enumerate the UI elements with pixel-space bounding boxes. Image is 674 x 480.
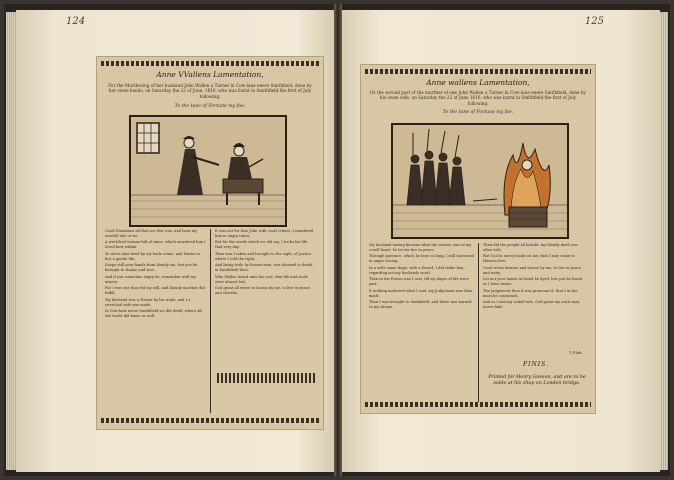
verse: Then was I taken and brought to the sight, of Justice where I told the right,	[215, 251, 312, 261]
verse: My husband having knowne what the reason, was of my cruell heart, he let me live in peace,	[369, 243, 472, 252]
finis: FINIS.	[523, 361, 549, 368]
right-tune: To the tune of Fortune my foe.	[442, 110, 514, 115]
woodcut-illustration-left	[131, 117, 285, 225]
left-broadside	[96, 56, 324, 430]
top-ornament-border	[365, 69, 591, 74]
verse: Who Wallen heard unto his cost, that life and soule were almost lost,	[215, 274, 308, 284]
verse: But God in mercy looke on me, that I may come to Heaven free.	[483, 254, 575, 264]
verse: In Cow-lane neere Smithfield we did dwell, where all the world did know us well.	[105, 309, 202, 319]
verse: Let not your hands in bloud be dyed, lest you be burnt as I have beene.	[483, 277, 583, 287]
bottom-ornament-border	[101, 418, 319, 423]
signature: T. Platt.	[569, 351, 583, 355]
column-rule	[478, 243, 479, 403]
verse: It nothing mattered what I said, my Judgement was then made,	[369, 288, 473, 298]
left-tune: To the tune of Fortune my foe.	[174, 104, 246, 109]
book-gutter	[334, 4, 342, 476]
verse: Keepe still your hands from bloudy sin, lest you be brought to shame and woe.	[105, 263, 198, 273]
right-column-1	[369, 243, 475, 407]
woodcut-burning-scene	[391, 123, 569, 239]
right-page	[342, 10, 660, 472]
open-book	[4, 4, 670, 476]
verse: Then I was brought to Smithfield, and there was burned to my shame.	[369, 300, 472, 310]
verse: God grant all wives to learne by me, to live in peace and charitie.	[215, 286, 310, 296]
verse: Good Christians all that see this woe, and hear my woefull tale of wo,	[105, 229, 198, 238]
right-subtitle: Or the second part of the murther of one John Wallen a Turner in Cow-lane neere Smithfield, done by his owne wife, on Saturday the 22 of June 1616. who was burnt in Smithfield the first of July following.	[370, 90, 586, 106]
verse: The judgement then it was pronounc'd, that I in fire must be consumed,	[483, 288, 578, 298]
left-page	[16, 10, 334, 472]
imprint: Printed for Henry Gosson, and are to be solde at his shop on London bridge.	[488, 375, 586, 387]
woodcut-murder-scene	[129, 115, 287, 227]
verse: And if you sometime angry be, remember well my misery.	[105, 274, 196, 284]
ornament-panel	[217, 373, 315, 383]
left-column-2	[215, 229, 315, 341]
right-title: Anne wallens Lamentation,	[426, 78, 530, 87]
left-page-number: 124	[66, 16, 86, 27]
right-broadside	[360, 64, 596, 414]
woodcut-illustration-right	[393, 125, 567, 237]
verse: Then in the Prison was I cast, till my dayes of life were past.	[369, 277, 469, 287]
verse: My husband was a Turner by his trade, and I a wretched wife was made,	[105, 297, 191, 307]
verse: It was not for that John with cruel crimes, I murdered him in angry times,	[215, 229, 314, 238]
right-page-number: 125	[584, 16, 604, 27]
verse: Ye wives take heed by my foule crime, and learne to live a gentle life,	[105, 251, 200, 261]
left-column-1	[105, 229, 207, 417]
verse: But for the words which we did say, I tooke his life that very day.	[215, 240, 308, 250]
bottom-ornament-border	[365, 402, 591, 407]
verse: For I was one that fed my will, and bloudy murther did fulfill.	[105, 286, 205, 296]
top-ornament-border	[101, 61, 319, 66]
verse: A wretched woman full of sinne, which murdered him I loved best within.	[105, 240, 206, 250]
verse: Then did the people all behold, my bloudy deed was often told,	[483, 243, 578, 252]
right-column-2	[483, 243, 587, 347]
verse: In a selfe same Rage, with a Sword, I did strike him, regarding not my husbands word,	[369, 265, 465, 275]
verse: And being tride by honest men, was doomed to death in Smithfield then.	[215, 263, 313, 273]
column-rule	[210, 229, 211, 413]
verse: Good wives beware and learne by me, to live in peace and unity,	[483, 265, 582, 275]
verse: Through patience, which he bore so long, I still increased in anger strong.	[369, 254, 475, 264]
left-title: Anne VVallens Lamentation,	[156, 70, 264, 79]
left-subtitle: For the Murthering of her husband John Wallen a Turner in Cow-lane neere Smithfield, done by her owne hands, on Saturday the 22 of June, 1616. who was burnt in Smithfield the first of July following.	[108, 83, 312, 99]
verse: And so I end my wofull tale, God grant my soule may never faile.	[483, 300, 580, 310]
